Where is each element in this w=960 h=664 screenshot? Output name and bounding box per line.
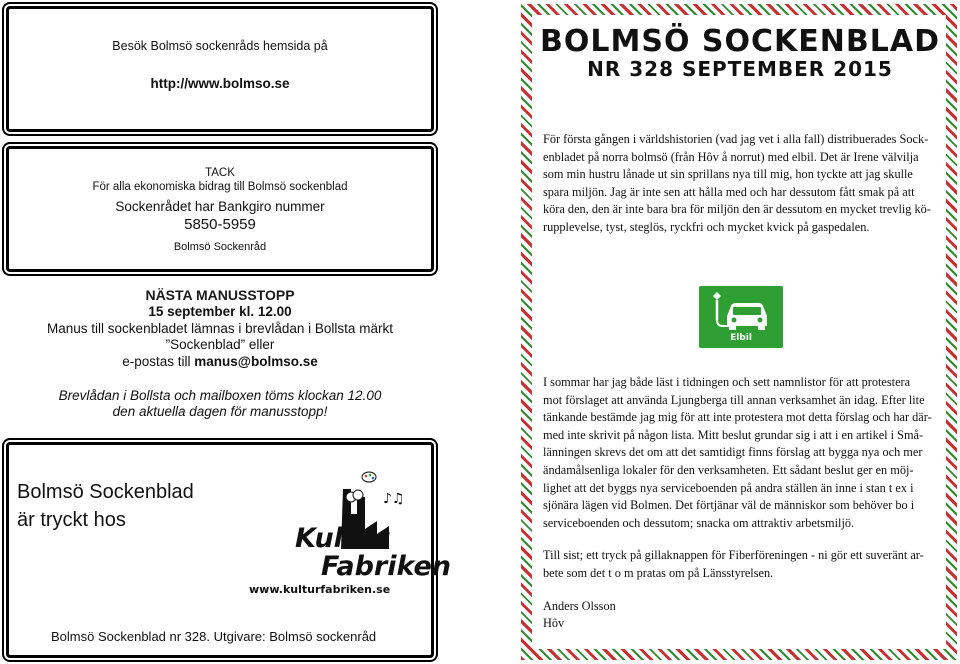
- article-elbil: [543, 131, 943, 237]
- article2-para2-line: bete som det t o m pratas om på Länsstyrelsen.: [543, 565, 774, 580]
- bankgiro-label: Sockenrådet har Bankgiro nummer: [115, 199, 325, 214]
- article1-line: rupplevelse, tyst, steglös, ryckfri och mycket kvick på gaspedalen.: [543, 219, 870, 234]
- article-ljungberga: [543, 374, 943, 633]
- paragraph-spacer: [543, 532, 943, 547]
- deadline-italic1: Brevlådan i Bollsta och mailboxen töms klockan 12.00: [58, 388, 382, 403]
- mask-icon-2: [353, 490, 363, 500]
- masthead-title: BOLMSÖ SOCKENBLAD: [540, 24, 940, 59]
- ev-charging-icon: [699, 286, 783, 332]
- article2-line: länningen skrevs det om att det samtidigt finns förslag att bygga nya och mer: [543, 445, 923, 460]
- website-box: [6, 6, 434, 132]
- music-notes-icon: ♪♫: [383, 491, 405, 507]
- article2-line: I sommar har jag både läst i tidningen och sett namnlistor för att protestera: [543, 375, 911, 389]
- printed-by-line2: är tryckt hos: [17, 509, 126, 531]
- article-place: Hôv: [543, 616, 565, 631]
- bankgiro-number: 5850-5959: [184, 216, 256, 233]
- deadline-line1: Manus till sockenbladet lämnas i brevlådan i Bollsta märkt: [47, 321, 393, 336]
- thanks-line: För alla ekonomiska bidrag till Bolmsö sockenblad: [92, 181, 348, 193]
- deadline-box: [6, 276, 434, 438]
- printed-by-line1: Bolmsö Sockenblad: [17, 481, 194, 503]
- article1-line: spara miljön. Jag är inte sen att hålla med och har dessutom fått smak på att: [543, 184, 915, 199]
- deadline-line3: [9, 354, 431, 369]
- article1-line: enbladet på norra bolmsö (från Hôv å norrut) med elbil. Det är Irene välvilja: [543, 149, 919, 164]
- deadline-heading: NÄSTA MANUSSTOPP: [145, 287, 295, 303]
- article2-line: tänkande bestämde jag mig för att inte protestera mot detta förslag och har där-: [543, 410, 932, 425]
- masthead-issue: NR 328 SEPTEMBER 2015: [587, 57, 893, 81]
- article-author: Anders Olsson: [543, 598, 616, 613]
- article1-line: som min hustru lånade ut sin sprillans nya till mig, hon tyckte att jag skulle: [543, 167, 913, 182]
- elbil-label: Elbil: [730, 333, 752, 343]
- website-link[interactable]: http://www.bolmso.se: [150, 76, 290, 91]
- article2-line: ändamålsenliga lokaler för den verksamheten. Ett sådant beslut ger en möj-: [543, 462, 914, 477]
- article2-line: lighet att det byggs nya serviceboenden på andra ställen än inne i stan t ex i: [543, 480, 914, 495]
- printer-box: [6, 442, 451, 658]
- elbil-badge: [699, 286, 783, 348]
- deadline-italic2: den aktuella dagen för manusstopp!: [112, 404, 328, 419]
- thanks-box: [6, 146, 434, 272]
- article2-line: mot förslaget att använda Ljungberga till annan verksamhet än idag. Efter lite: [543, 392, 925, 407]
- thanks-heading: TACK: [205, 167, 235, 179]
- email-prefix: e-postas till: [122, 354, 195, 369]
- website-intro: Besök Bolmsö sockenråds hemsida på: [112, 39, 328, 53]
- thanks-signature: Bolmsö Sockenråd: [173, 241, 267, 253]
- article1-line: För första gången i världshistorien (vad jag vet i alla fall) distribuerades Sock-: [543, 132, 929, 146]
- palette-icon: [362, 472, 376, 482]
- article2-line: serviceboenden och dessutom; snacka om attraktiv arbetsmiljö.: [543, 515, 855, 530]
- logo-word1: Kultur: [295, 523, 389, 554]
- logo-word2: Fabriken: [321, 551, 451, 582]
- email-link[interactable]: manus@bolmso.se: [194, 354, 318, 369]
- logo-url: www.kulturfabriken.se: [249, 583, 391, 596]
- deadline-line2: ”Sockenblad” eller: [165, 337, 275, 352]
- kulturfabriken-logo: [245, 469, 451, 599]
- paragraph-spacer: [543, 583, 943, 598]
- article2-line: sjönära lägen vid Bolmen. Det förtjänar väl de människor som behöver bo i: [543, 498, 915, 513]
- article2-para2-line: Till sist; ett tryck på gillaknappen för Fiberföreningen - ni gör ett suveränt ar-: [543, 548, 924, 563]
- article1-line: köra den, den är inte bara bra för miljön den är dessutom en mycket trevlig kö-: [543, 202, 931, 217]
- publisher-footer: Bolmsö Sockenblad nr 328. Utgivare: Bolmsö sockenråd: [51, 629, 377, 644]
- article2-line: med inte skrivit på någon lista. Mitt beslut grundar sig i att i en artikel i Små-: [543, 427, 924, 442]
- deadline-date: 15 september kl. 12.00: [148, 304, 292, 319]
